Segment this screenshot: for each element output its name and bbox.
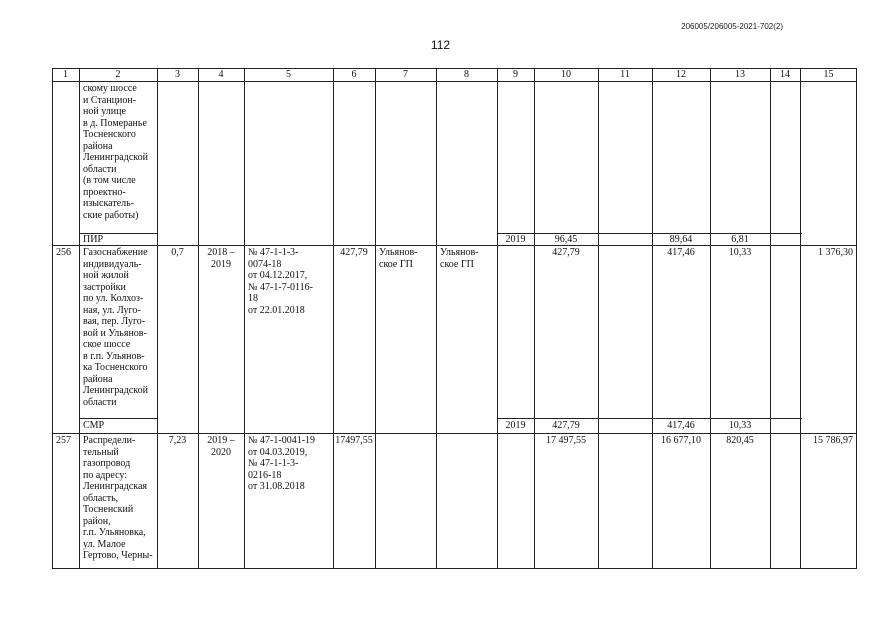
row256-col10: 427,79	[552, 247, 580, 258]
row256-col15: 1 376,30	[818, 247, 853, 258]
header-col-9: 9	[513, 69, 518, 80]
row256-cost: 427,79	[340, 247, 368, 258]
header-col-15: 15	[823, 69, 834, 80]
header-col-1: 1	[63, 69, 68, 80]
header-col-6: 6	[351, 69, 357, 80]
row256-permits: № 47-1-1-3- 0074-18 от 04.12.2017, № 47-1-7-0116- 18 от 22.01.2018	[248, 247, 313, 316]
header-col-10: 10	[561, 69, 571, 80]
row256-col8: Ульянов- ское ГП	[440, 247, 479, 270]
document-number: 206005/206005-2021-702(2)	[681, 22, 783, 31]
row257-length: 7,23	[168, 435, 187, 446]
continuation-name: скому шоссе и Станцион- ной улице в д. Померанье Тосненского района Ленинградской области (в том числе проектно- изыскатель- ские работы)	[83, 83, 148, 221]
row256-col12: 417,46	[667, 247, 695, 258]
row257-years: 2019 – 2020	[207, 435, 235, 458]
row257-col10: 17 497,55	[546, 435, 586, 446]
row256-sub-col13: 10,33	[728, 420, 752, 431]
header-col-12: 12	[676, 69, 686, 80]
row257-name: Распредели- тельный газопровод по адресу: Ленинградская область, Тосненский район, г.п. Ульяновка, ул. Малое Гертово, Черны-	[83, 435, 153, 561]
row257-cost: 17497,55	[335, 435, 373, 446]
header-col-3: 3	[175, 69, 180, 80]
row256-col13: 10,33	[728, 247, 752, 258]
header-col-14: 14	[780, 69, 790, 80]
row256-number: 256	[56, 247, 71, 258]
header-col-11: 11	[620, 69, 630, 80]
row256-sub-col10: 427,79	[552, 420, 580, 431]
row256-sub-label: СМР	[83, 420, 105, 431]
header-col-2: 2	[115, 69, 121, 80]
header-col-4: 4	[218, 69, 224, 80]
row256-name: Газоснабжение индивидуаль- ной жилой застройки по ул. Колхоз- ная, ул. Луго- вая, пер. Луго- вой и Ульянов- ское шоссе в г.п. Ульянов- ка Тосненского района Ленинградской области	[83, 247, 148, 408]
row256-length: 0,7	[171, 247, 184, 258]
data-table	[52, 68, 857, 569]
row257-col13: 820,45	[726, 435, 754, 446]
continuation-sub-year: 2019	[505, 234, 526, 245]
continuation-sub-col12: 89,64	[669, 234, 693, 245]
table-grid	[52, 68, 857, 569]
row257-col15: 15 786,97	[813, 435, 853, 446]
row257-permits: № 47-1-0041-19 от 04.03.2019, № 47-1-1-3- 0216-18 от 31.08.2018	[248, 435, 316, 492]
header-col-13: 13	[735, 69, 745, 80]
header-col-5: 5	[286, 69, 291, 80]
continuation-sub-col10: 96,45	[554, 234, 578, 245]
header-col-8: 8	[464, 69, 469, 80]
row257-col12: 16 677,10	[661, 435, 701, 446]
row257-number: 257	[56, 435, 71, 446]
row256-sub-col12: 417,46	[667, 420, 695, 431]
header-col-7: 7	[403, 69, 408, 80]
row256-col7: Ульянов- ское ГП	[379, 247, 418, 270]
row256-sub-year: 2019	[505, 420, 526, 431]
page-number: 112	[430, 38, 451, 52]
continuation-sub-label: ПИР	[83, 234, 104, 245]
row256-years: 2018 – 2019	[207, 247, 235, 270]
continuation-sub-col13: 6,81	[731, 234, 749, 245]
